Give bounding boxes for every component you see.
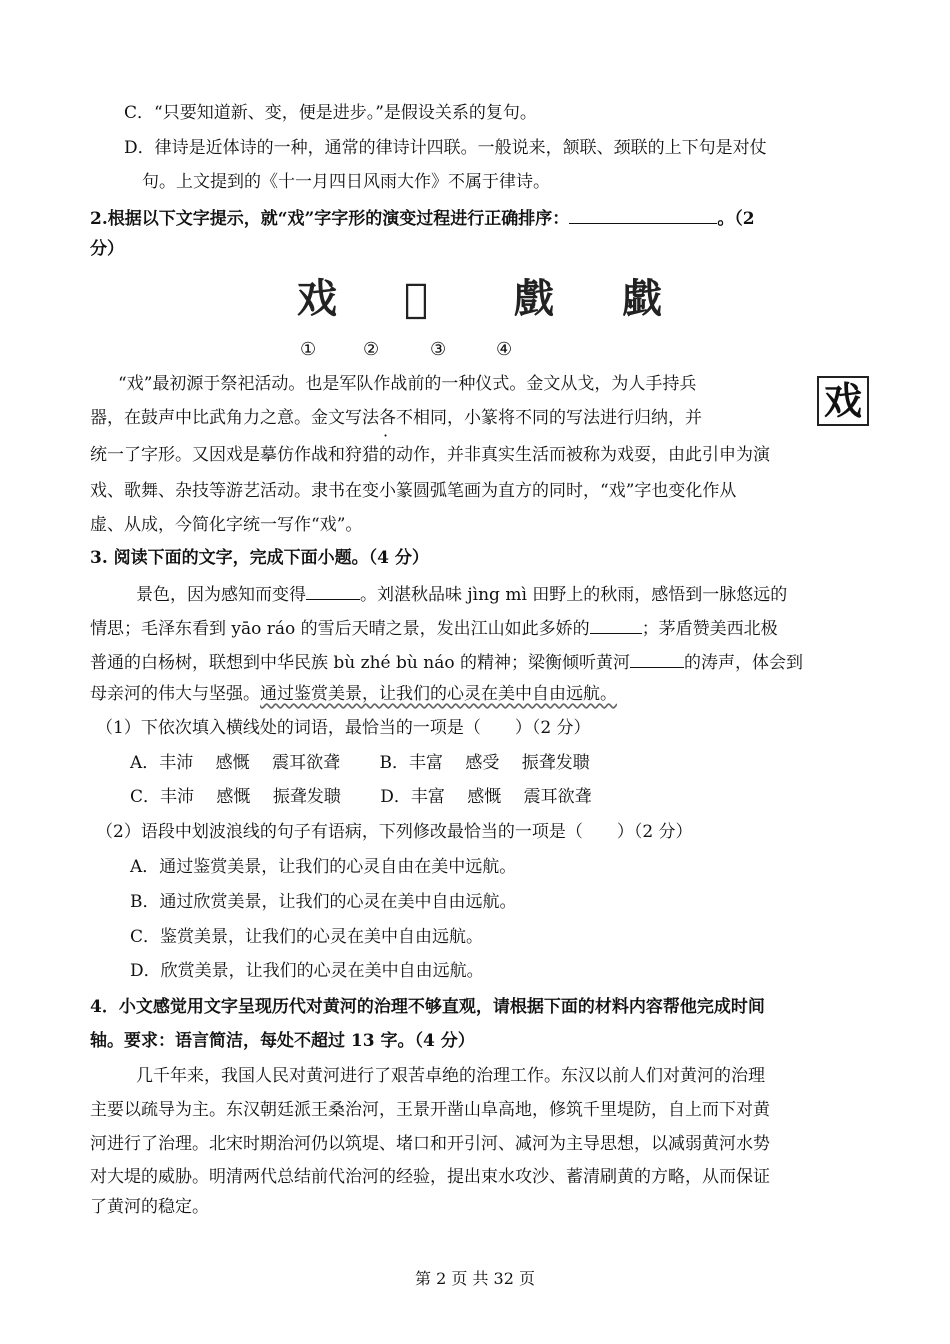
q3-wavy-sentence: 通过鉴赏美景，让我们的心灵在美中自由远航。 bbox=[260, 684, 617, 704]
option-d-line2: 句。上文提到的《十一月四日风雨大作》不属于律诗。 bbox=[142, 172, 550, 192]
q3-para-line2 bbox=[90, 615, 778, 641]
q3-text-1b: 。刘湛秋品味 jìng mì 田野上的秋雨，感悟到一脉悠远的 bbox=[360, 585, 788, 605]
q4-para-line1: 几千年来，我国人民对黄河进行了艰苦卓绝的治理工作。东汉以前人们对黄河的治理 bbox=[136, 1066, 765, 1086]
q4-para-line2: 主要以疏导为主。东汉朝廷派王桑治河，王景开凿山阜高地，修筑千里堤防，自上而下对黄 bbox=[90, 1100, 770, 1120]
q2-heading-text: 2.根据以下文字提示，就“戏”字字形的演变过程进行正确排序： bbox=[90, 209, 570, 229]
q3-sub2-option-c: C．鉴赏美景，让我们的心灵在美中自由远航。 bbox=[130, 927, 484, 947]
q4-heading-line1: 4．小文感觉用文字呈现历代对黄河的治理不够直观，请根据下面的材料内容帮他完成时间 bbox=[90, 997, 765, 1017]
q3-para-line4 bbox=[90, 682, 617, 706]
q3-sub2-option-d: D．欣赏美景，让我们的心灵在美中自由远航。 bbox=[130, 961, 484, 981]
q3-para-line3 bbox=[90, 649, 803, 675]
q3-sub2-prompt: （2）语段中划波浪线的句子有语病，下列修改最恰当的一项是（ ）（2 分） bbox=[96, 822, 693, 842]
q2-heading-score: 。（2 bbox=[717, 209, 755, 229]
q3-para-line1 bbox=[136, 581, 787, 607]
q3-sub2-option-b: B．通过欣赏美景，让我们的心灵在美中自由远航。 bbox=[130, 892, 517, 912]
q3-sub2-option-a: A．通过鉴赏美景，让我们的心灵自由在美中远航。 bbox=[130, 857, 517, 877]
q4-para-line3: 河进行了治理。北宋时期治河仍以筑堤、堵口和开引河、减河为主导思想，以减弱黄河水势 bbox=[90, 1134, 770, 1154]
glyph-number-4: ④ bbox=[496, 339, 513, 360]
q3-text-1a: 景色，因为感知而变得 bbox=[136, 585, 306, 605]
q3-text-4a: 母亲河的伟大与坚强。 bbox=[90, 684, 260, 704]
q2-answer-blank bbox=[569, 205, 717, 224]
option-d-line1: D．律诗是近体诗的一种，通常的律诗计四联。一般说来，颔联、颈联的上下句是对仗 bbox=[124, 138, 767, 158]
q2-para-line1: “戏”最初源于祭祀活动。也是军队作战前的一种仪式。金文从戈，为人手持兵 bbox=[118, 374, 697, 394]
q3-blank-2 bbox=[590, 615, 642, 634]
q2-para-line3: 统一了字形。又因戏是摹仿作战和狩猎的动作，并非真实生活而被称为戏耍，由此引申为演 bbox=[90, 445, 770, 465]
q3-sub1-prompt: （1）下依次填入横线处的词语，最恰当的一项是（ ）（2 分） bbox=[96, 718, 591, 738]
glyph-number-3: ③ bbox=[430, 339, 447, 360]
glyph-number-1: ① bbox=[300, 339, 317, 360]
page-footer: 第 2 页 共 32 页 bbox=[415, 1269, 535, 1288]
glyph-2: 𢧐 bbox=[404, 275, 429, 322]
emphasis-dot: · bbox=[383, 426, 389, 445]
glyph-1: 戏 bbox=[297, 275, 337, 322]
q4-heading-line2: 轴。要求：语言简洁，每处不超过 13 字。（4 分） bbox=[90, 1031, 475, 1051]
boxed-character-image: 戏 bbox=[817, 376, 869, 426]
q3-blank-1 bbox=[306, 581, 360, 600]
glyph-number-2: ② bbox=[363, 339, 380, 360]
option-c: C．“只要知道新、变，便是进步。”是假设关系的复句。 bbox=[124, 103, 537, 123]
q3-blank-3 bbox=[630, 649, 684, 668]
glyph-4: 戱 bbox=[622, 275, 662, 322]
q3-text-2a: 情思；毛泽东看到 yāo ráo 的雪后天晴之景，发出江山如此多娇的 bbox=[90, 619, 590, 639]
q4-para-line5: 了黄河的稳定。 bbox=[90, 1197, 209, 1217]
q3-sub1-options-ab: A．丰沛 感慨 震耳欲聋 B．丰富 感受 振聋发聩 bbox=[130, 753, 590, 773]
q3-heading: 3. 阅读下面的文字，完成下面小题。（4 分） bbox=[90, 548, 429, 568]
q2-para-line4: 戏、歌舞、杂技等游艺活动。隶书在变小篆圆弧笔画为直方的同时，“戏”字也变化作从 bbox=[90, 481, 737, 501]
q3-text-3a: 普通的白杨树，联想到中华民族 bù zhé bù náo 的精神；梁衡倾听黄河 bbox=[90, 653, 630, 673]
q3-sub1-options-cd: C．丰沛 感慨 振聋发聩 D．丰富 感慨 震耳欲聋 bbox=[130, 787, 592, 807]
q2-para-line2: 器，在鼓声中比武角力之意。金文写法各不相同，小篆将不同的写法进行归纳，并 bbox=[90, 408, 702, 428]
q4-para-line4: 对大堤的威胁。明清两代总结前代治河的经验，提出束水攻沙、蓄清刷黄的方略，从而保证 bbox=[90, 1167, 770, 1187]
glyph-3: 戲 bbox=[514, 275, 554, 322]
q2-heading-cont: 分） bbox=[90, 239, 124, 259]
q3-text-2b: ；茅盾赞美西北极 bbox=[641, 619, 778, 639]
q3-text-3b: 的涛声，体会到 bbox=[683, 653, 803, 673]
q2-para-line5: 虚、从成，今简化字统一写作“戏”。 bbox=[90, 515, 363, 535]
q2-heading bbox=[90, 205, 755, 231]
